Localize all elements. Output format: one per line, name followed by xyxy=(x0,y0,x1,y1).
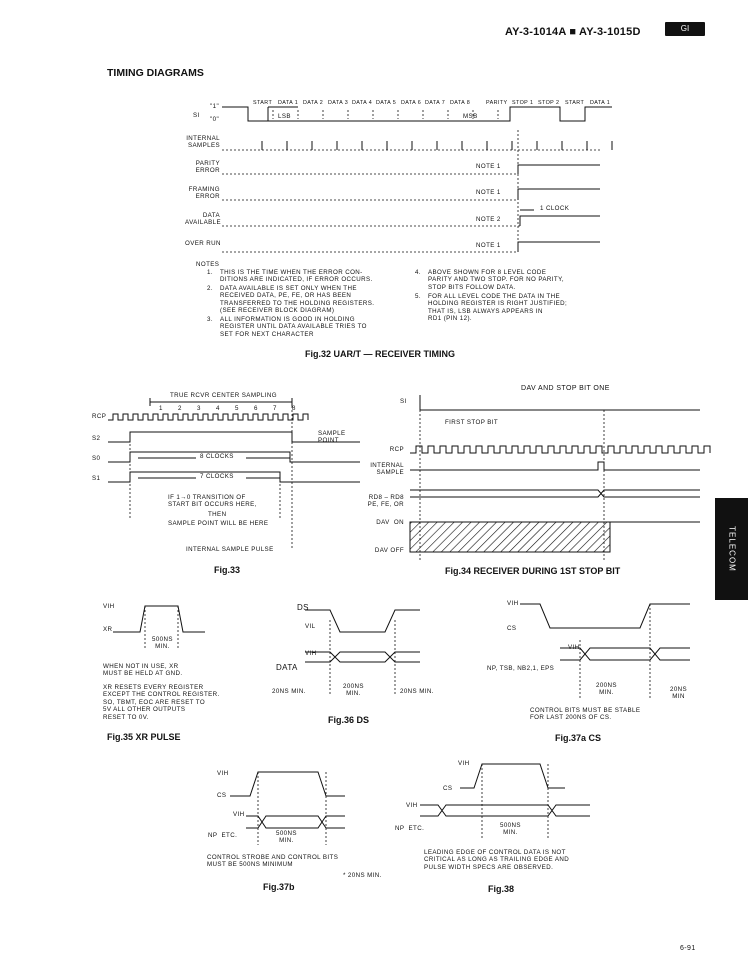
fig38-data-bus xyxy=(420,805,590,816)
fig38-cs-waveform xyxy=(460,764,565,788)
note-5-num: 5. xyxy=(415,293,421,300)
fig34-si-waveform xyxy=(420,395,700,410)
lsb-label: LSB xyxy=(278,113,291,120)
clock-number-3: 3 xyxy=(197,405,201,412)
fig37b-caption: Fig.37b xyxy=(263,882,295,892)
si-one-label: "1" xyxy=(210,103,220,110)
fig34-row-rcp: RCP xyxy=(389,446,404,453)
note-5-text: FOR ALL LEVEL CODE THE DATA IN THE HOLDING REGISTER IS RIGHT JUSTIFIED; THAT IS, LSB ALWAYS APPEARS IN RD1 (PIN 12). xyxy=(428,293,568,323)
fig34-row-dav-off: DAV OFF xyxy=(374,547,404,554)
row-rcp: RCP xyxy=(92,413,107,420)
fig36-t1: 20NS MIN. xyxy=(272,688,306,695)
company-logo: GI xyxy=(665,22,705,36)
bit-label-1: DATA 1 xyxy=(278,100,299,106)
fig36-data-bus xyxy=(305,652,420,662)
fig36-t2: 200NS MIN. xyxy=(343,683,364,698)
fig35-waveform xyxy=(113,606,205,632)
bit-label-3: DATA 3 xyxy=(328,100,349,106)
rcp-clock-wave xyxy=(410,446,710,453)
fig34-row-internal: INTERNAL SAMPLE xyxy=(370,462,404,477)
fig36-vil: VIL xyxy=(305,623,316,630)
bit-label-6: DATA 6 xyxy=(401,100,422,106)
fig35-xr: XR xyxy=(103,626,113,633)
eight-clocks-label: 8 CLOCKS xyxy=(200,453,234,460)
internal-pulse-label: INTERNAL SAMPLE PULSE xyxy=(186,546,274,553)
signal-over-run: OVER RUN xyxy=(185,240,221,247)
note-3-text: ALL INFORMATION IS GOOD IN HOLDING REGISTER UNTIL DATA AVAILABLE TRIES TO SET FOR NEXT CHARACTER xyxy=(220,316,367,338)
fig34-rdb-bus xyxy=(410,490,700,497)
si-label: SI xyxy=(193,112,200,119)
note-tag-dav: NOTE 2 xyxy=(476,216,501,223)
fig32-parity-step xyxy=(518,165,600,174)
fig37a-vih: VIH xyxy=(507,600,519,607)
fig37b-cs-waveform xyxy=(230,772,345,796)
bit-label-4: DATA 4 xyxy=(352,100,373,106)
note-tag-framing: NOTE 1 xyxy=(476,189,501,196)
signal-internal-samples: INTERNAL SAMPLES xyxy=(186,135,220,150)
msb-label: MSB xyxy=(463,113,478,120)
clock-number-6: 6 xyxy=(254,405,258,412)
fig34-caption: Fig.34 RECEIVER DURING 1ST STOP BIT xyxy=(445,566,621,576)
fig33-rcp-waveform xyxy=(108,414,308,420)
signal-data-available: DATA AVAILABLE xyxy=(185,212,222,227)
fig38-guides xyxy=(482,764,548,840)
fig37b-vih2: VIH xyxy=(233,811,245,818)
clock-number-2: 2 xyxy=(178,405,182,412)
note-4-num: 4. xyxy=(415,269,421,276)
fig35-guides xyxy=(145,606,178,650)
bit-label-8: DATA 8 xyxy=(450,100,471,106)
fig37b-data-bus xyxy=(246,816,345,828)
fig37b-foot: * 20NS MIN. xyxy=(343,872,382,879)
fig36-data: DATA xyxy=(276,663,298,672)
fig32-internal-samples xyxy=(262,141,612,150)
signal-parity-error: PARITY ERROR xyxy=(195,160,220,175)
note-2-num: 2. xyxy=(207,285,213,292)
signal-framing-error: FRAMING ERROR xyxy=(188,186,220,201)
fig33-bracket xyxy=(150,398,292,406)
fig34-dav-hatch xyxy=(410,522,610,552)
fig34-row-dav-on: DAV ON xyxy=(376,519,404,526)
fig32-framing-step xyxy=(518,189,600,200)
fig37b-guides xyxy=(258,772,326,845)
fig37b-vih: VIH xyxy=(217,770,229,777)
fig38-cs: CS xyxy=(443,785,453,792)
seven-clocks-label: 7 CLOCKS xyxy=(200,473,234,480)
fig33-s0-waveform xyxy=(108,452,360,462)
fig38-vih2: VIH xyxy=(406,802,418,809)
side-tab-label: TELECOM xyxy=(727,526,736,572)
clock-number-1: 1 xyxy=(159,405,163,412)
fig36-ds: DS xyxy=(297,603,309,612)
fig36-vih: VIH xyxy=(305,650,317,657)
fig37a-np: NP, TSB, NB2,1, EPS xyxy=(487,665,555,672)
fig37a-data-bus xyxy=(560,648,690,660)
fig34-title: DAV AND STOP BIT ONE xyxy=(521,385,610,392)
rcp-clock-wave xyxy=(108,414,308,420)
row-s1: S1 xyxy=(92,475,101,482)
sample-point-label: SAMPLE POINT xyxy=(318,430,346,445)
fig38-vih: VIH xyxy=(458,760,470,767)
fig34-dav-edge xyxy=(610,522,700,552)
fig38-np: NP ETC. xyxy=(395,825,425,832)
first-stop-label: FIRST STOP BIT xyxy=(445,419,499,426)
clock-number-4: 4 xyxy=(216,405,220,412)
fig33-s2-waveform xyxy=(108,432,360,442)
part-numbers: AY-3-1014A ■ AY-3-1015D xyxy=(505,26,641,38)
fig37a-note: CONTROL BITS MUST BE STABLE FOR LAST 200NS OF CS. xyxy=(530,707,641,722)
fig37a-vih2: VIH xyxy=(568,644,580,651)
fig35-caption: Fig.35 XR PULSE xyxy=(107,732,181,742)
fig35-note2: XR RESETS EVERY REGISTER EXCEPT THE CONTROL REGISTER. SO, TBMT, EOC ARE RESET TO 5V ALL OTHER OUTPUTS RESET TO 0V. xyxy=(103,684,220,721)
fig35-vih: VIH xyxy=(103,603,115,610)
section-title: TIMING DIAGRAMS xyxy=(107,67,204,79)
sample-here-label: SAMPLE POINT WILL BE HERE xyxy=(168,520,269,527)
fig36-ds-waveform xyxy=(305,610,420,632)
fig34-internal-sample xyxy=(410,462,700,470)
bit-label-10: STOP 1 xyxy=(512,100,534,106)
fig37a-t1: 200NS MIN. xyxy=(596,682,617,697)
fig32-overrun-step xyxy=(518,242,600,252)
fig37a-t2: 20NS MIN xyxy=(670,686,688,701)
bit-label-7: DATA 7 xyxy=(425,100,446,106)
fig34-row-rdb: RD8 – RD8 PE, FE, OR xyxy=(367,494,404,509)
note-tag-parity: NOTE 1 xyxy=(476,163,501,170)
row-s0: S0 xyxy=(92,455,101,462)
page-number: 6-91 xyxy=(680,945,696,952)
fig37b-cs: CS xyxy=(217,792,227,799)
bit-label-2: DATA 2 xyxy=(303,100,324,106)
note-1-text: THIS IS THE TIME WHEN THE ERROR CON- DITIONS ARE INDICATED, IF ERROR OCCURS. xyxy=(220,269,373,284)
fig33-caption: Fig.33 xyxy=(214,565,241,575)
fig32-si-waveform xyxy=(222,107,612,121)
fig35-width: 500NS MIN. xyxy=(152,636,173,651)
bit-label-11: STOP 2 xyxy=(538,100,560,106)
fig33-arrows xyxy=(138,458,290,478)
bit-label-0: START xyxy=(253,100,273,106)
fig36-t3: 20NS MIN. xyxy=(400,688,434,695)
note-tag-overrun: NOTE 1 xyxy=(476,242,501,249)
note-2-text: DATA AVAILABLE IS SET ONLY WHEN THE RECEIVED DATA, PE, FE, OR HAS BEEN TRANSFERRED TO THE HOLDING REGISTERS. (SEE RECEIVER BLOCK DIAGRAM) xyxy=(220,285,375,315)
fig38-caption: Fig.38 xyxy=(488,884,515,894)
fig37b-note: CONTROL STROBE AND CONTROL BITS MUST BE 500NS MINIMUM xyxy=(207,854,339,869)
fig37a-caption: Fig.37a CS xyxy=(555,733,602,743)
bit-label-9: PARITY xyxy=(486,100,508,106)
note-3-num: 3. xyxy=(207,316,213,323)
fig36-caption: Fig.36 DS xyxy=(328,715,370,725)
one-clock-label: 1 CLOCK xyxy=(540,205,570,212)
notes-title: NOTES xyxy=(196,261,220,268)
fig35-note: WHEN NOT IN USE, XR MUST BE HELD AT GND. xyxy=(103,663,183,678)
fig32-caption: Fig.32 UAR/T — RECEIVER TIMING xyxy=(305,349,456,359)
fig37a-guides xyxy=(580,604,650,700)
note-4-text: ABOVE SHOWN FOR 8 LEVEL CODE PARITY AND TWO STOP. FOR NO PARITY, STOP BITS FOLLOW DATA. xyxy=(428,269,564,291)
fig37a-cs-waveform xyxy=(520,604,690,628)
fig37a-cs: CS xyxy=(507,625,517,632)
fig33-title: TRUE RCVR CENTER SAMPLING xyxy=(170,392,277,399)
row-s2: S2 xyxy=(92,435,101,442)
si-zero-label: "0" xyxy=(210,116,220,123)
fig32-dav-step xyxy=(520,216,600,226)
fig37b-t1: 500NS MIN. xyxy=(276,830,297,845)
fig37b-np: NP ETC. xyxy=(208,832,238,839)
transition-note: IF 1→0 TRANSITION OF START BIT OCCURS HERE, xyxy=(168,494,257,509)
note-1-num: 1. xyxy=(207,269,213,276)
bit-label-12: START xyxy=(565,100,585,106)
fig34-rcp-waveform xyxy=(410,446,710,453)
then-label: THEN xyxy=(208,511,227,518)
bit-label-5: DATA 5 xyxy=(376,100,397,106)
fig33-s1-waveform xyxy=(108,472,360,482)
bit-label-13: DATA 1 xyxy=(590,100,611,106)
clock-number-8: 8 xyxy=(292,405,296,412)
fig34-si: SI xyxy=(400,398,407,405)
fig38-t1: 500NS MIN. xyxy=(500,822,521,837)
fig38-note: LEADING EDGE OF CONTROL DATA IS NOT CRITICAL AS LONG AS TRAILING EDGE AND PULSE WIDTH SPECS ARE OBSERVED. xyxy=(424,849,570,871)
clock-number-5: 5 xyxy=(235,405,239,412)
clock-number-7: 7 xyxy=(273,405,277,412)
